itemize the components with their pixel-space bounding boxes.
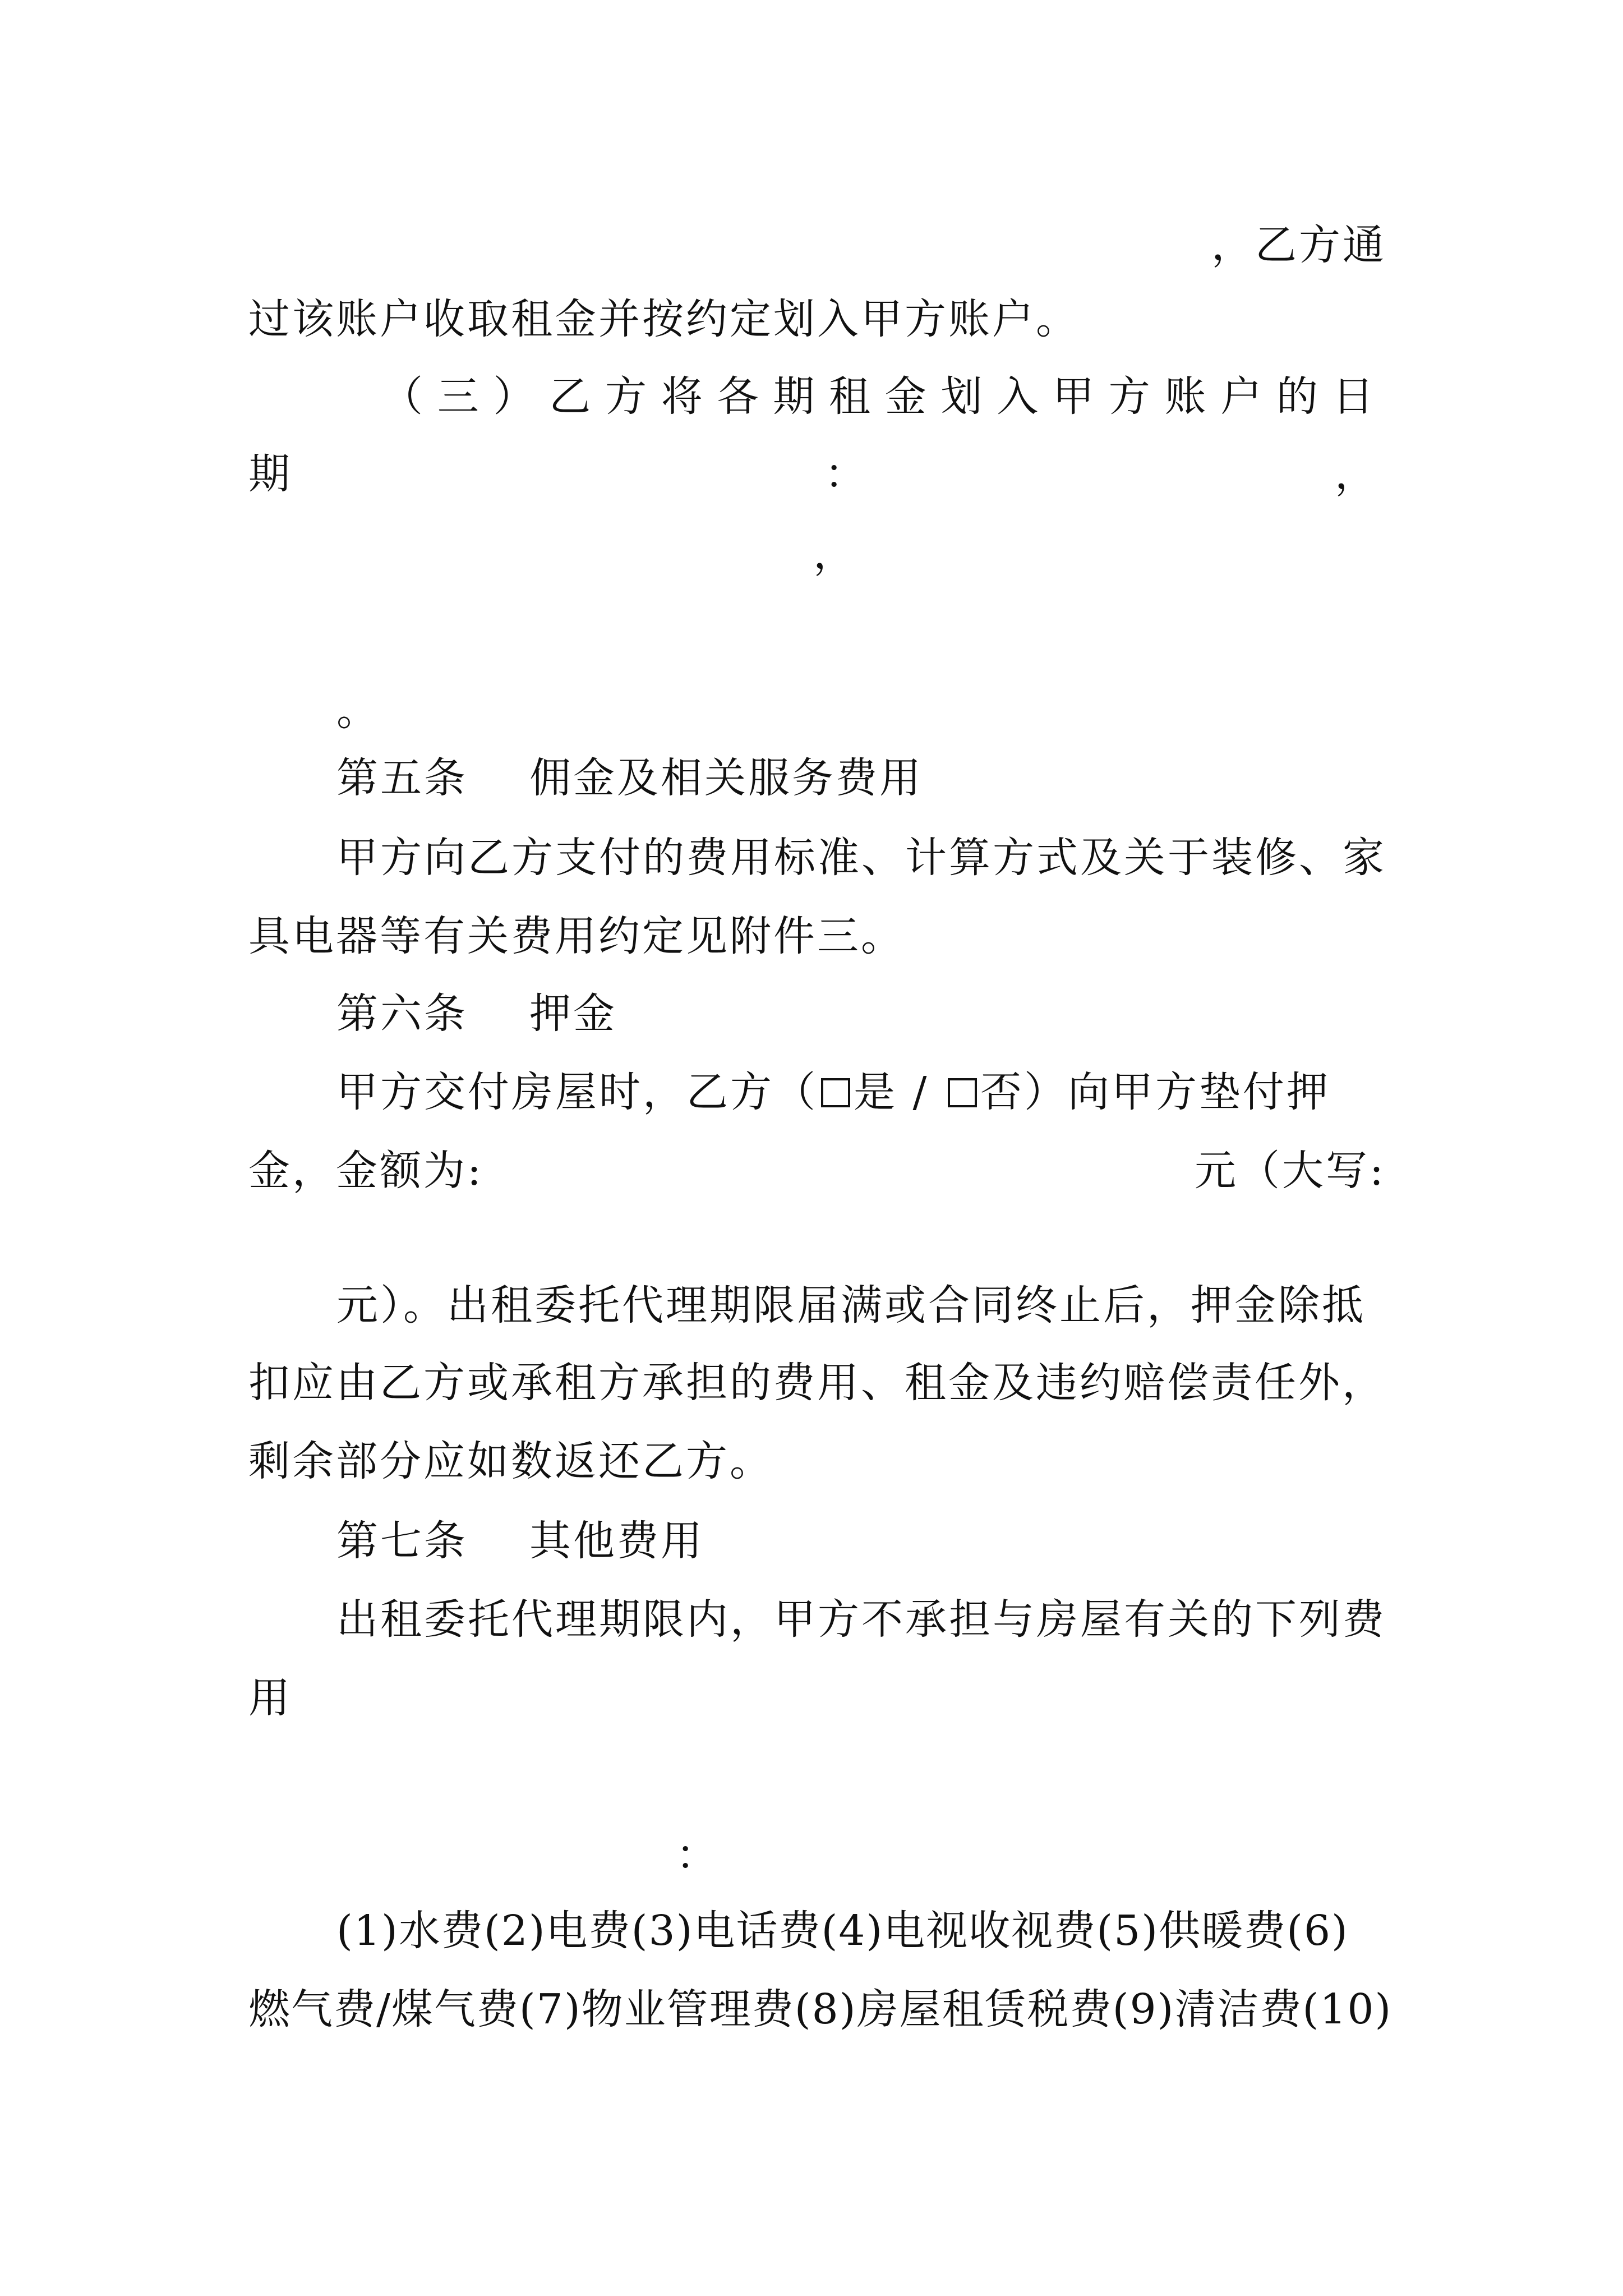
text-line-13: 元）。出租委托代理期限届满或合同终止后，押金除抵 (336, 1281, 1366, 1329)
text-line-11 (336, 1068, 1330, 1116)
spread-char: 乙 (549, 372, 591, 421)
spread-char: 三 (437, 372, 479, 421)
text-line-4-start: 期 (248, 450, 292, 498)
text-line-18: 用 (248, 1674, 292, 1722)
text-line-12-start: 金，金额为: (248, 1147, 483, 1195)
spread-char: 划 (940, 372, 983, 421)
spread-char: 期 (773, 372, 815, 421)
checkbox-no[interactable] (948, 1078, 977, 1107)
text-line-12-end: 元（大写: (1195, 1147, 1386, 1195)
spread-char: 的 (1276, 372, 1318, 421)
spread-char: 日 (1332, 372, 1374, 421)
article-7-number: 第七条 (336, 1517, 468, 1565)
text-line-4-colon: ： (824, 450, 868, 498)
spread-char: 入 (997, 372, 1039, 421)
text-line-8: 甲方向乙方支付的费用标准、计算方式及关于装修、家 (336, 834, 1386, 882)
text-line-17: 出租委托代理期限内，甲方不承担与房屋有关的下列费 (336, 1595, 1386, 1644)
text-line-6-period: 。 (336, 687, 380, 735)
article-5-heading (336, 754, 923, 802)
spread-char: 将 (661, 372, 703, 421)
text-line-9: 具电器等有关费用约定见附件三。 (248, 912, 905, 960)
spread-char: 各 (717, 372, 759, 421)
spread-char: 户 (1220, 372, 1262, 421)
text-line-1: ，乙方通 (1211, 221, 1386, 269)
article-5-number: 第五条 (336, 754, 468, 802)
line-11-part-c: 否）向甲方垫付押 (980, 1068, 1330, 1116)
article-6-number: 第六条 (336, 990, 468, 1038)
spread-char: 方 (1108, 372, 1150, 421)
checkbox-yes[interactable] (821, 1078, 850, 1107)
text-line-19-colon: ： (676, 1831, 720, 1879)
spread-char: 方 (605, 372, 647, 421)
spread-char: 金 (884, 372, 926, 421)
article-7-heading (336, 1517, 704, 1565)
spread-char: 租 (829, 372, 870, 421)
text-line-3-spread (381, 372, 1374, 421)
text-line-14: 扣应由乙方或承租方承担的费用、租金及违约赔偿责任外， (248, 1359, 1386, 1407)
spread-char: （ (381, 372, 423, 421)
text-line-5-comma: ， (813, 530, 857, 578)
line-11-part-a: 甲方交付房屋时，乙方（ (336, 1068, 818, 1116)
line-11-part-b: 是 / (854, 1068, 944, 1116)
article-5-title: 佣金及相关服务费用 (529, 754, 923, 802)
spread-char: ） (493, 372, 535, 421)
spread-char: 账 (1164, 372, 1206, 421)
article-6-heading (336, 990, 617, 1038)
text-line-21: 燃气费/煤气费(7)物业管理费(8)房屋租赁税费(9)清洁费(10) (248, 1985, 1393, 2033)
text-line-20: (1)水费(2)电费(3)电话费(4)电视收视费(5)供暖费(6) (336, 1907, 1349, 1955)
spread-char: 甲 (1053, 372, 1094, 421)
article-6-title: 押金 (529, 990, 617, 1038)
text-line-2: 过该账户收取租金并按约定划入甲方账户。 (248, 295, 1080, 343)
text-line-15: 剩余部分应如数返还乙方。 (248, 1437, 773, 1485)
article-7-title: 其他费用 (529, 1517, 704, 1565)
text-line-4-comma: ， (1335, 450, 1378, 498)
